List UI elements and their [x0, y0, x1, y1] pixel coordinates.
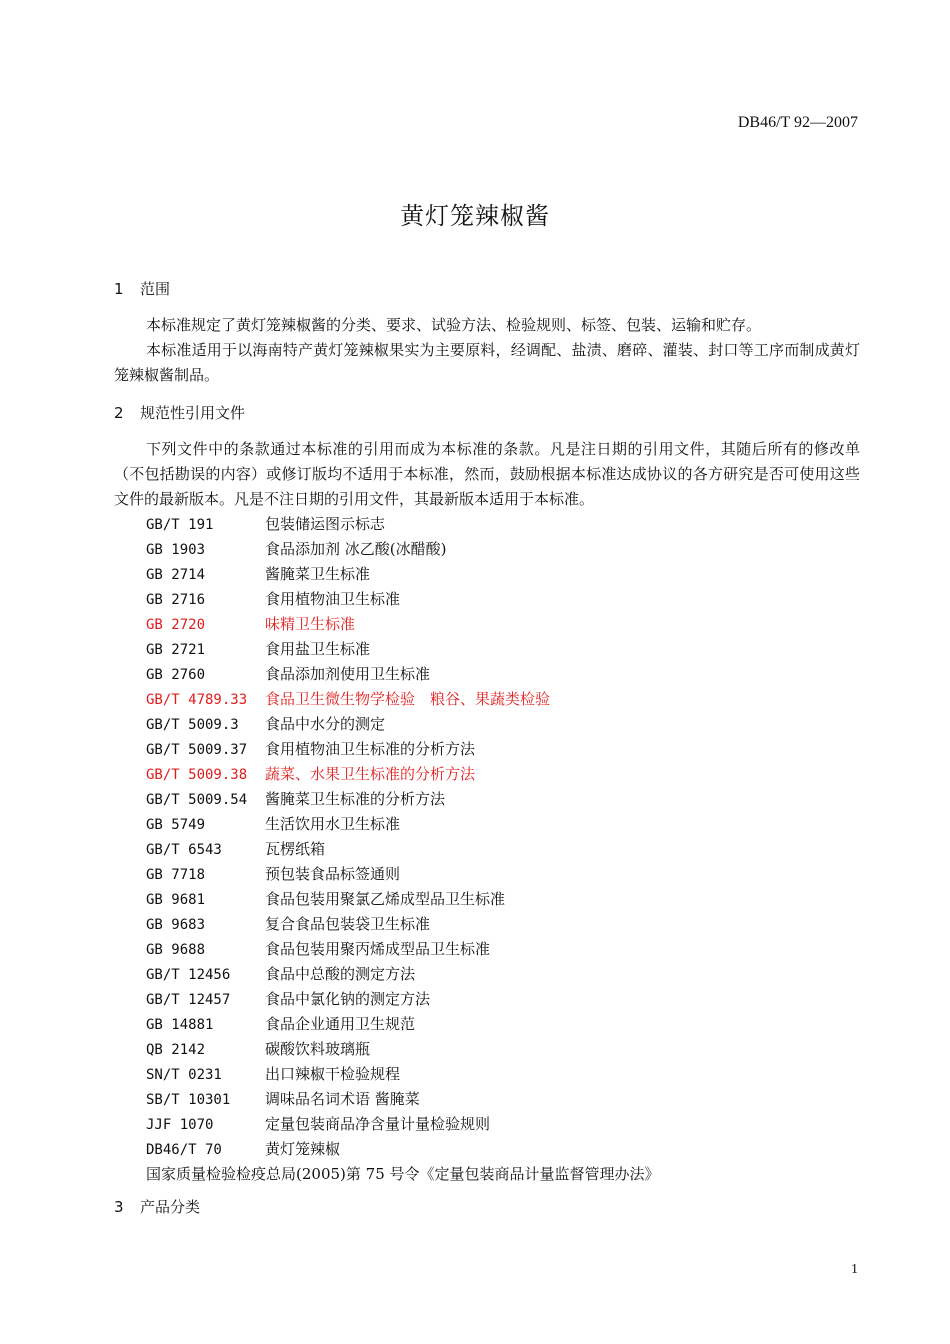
reference-code: GB 9681 [146, 892, 206, 908]
section-title: 范围 [140, 280, 171, 298]
section-heading-normative [114, 402, 245, 423]
reference-row [146, 812, 660, 837]
reference-extra: 国家质量检验检疫总局(2005)第 75 号令《定量包装商品计量监督管理办法》 [146, 1165, 660, 1183]
reference-code: GB/T 5009.38 [146, 767, 248, 783]
reference-title: 食品企业通用卫生规范 [265, 1015, 416, 1033]
reference-row [146, 887, 660, 912]
reference-row [146, 912, 660, 937]
reference-code: GB/T 4789.33 [146, 692, 248, 708]
reference-code: GB 2714 [146, 567, 206, 583]
reference-row [146, 1037, 660, 1062]
reference-code: GB/T 5009.37 [146, 742, 248, 758]
reference-row [146, 687, 660, 712]
scope-paragraph-2: 本标准适用于以海南特产黄灯笼辣椒果实为主要原料，经调配、盐渍、磨碎、灌装、封口等工序而制成黄灯笼辣椒酱制品。 [114, 341, 860, 384]
reference-code: GB/T 12457 [146, 992, 231, 1008]
reference-title: 复合食品包装袋卫生标准 [265, 915, 431, 933]
reference-row [146, 662, 660, 687]
reference-row [146, 937, 660, 962]
reference-title: 包装储运图示标志 [265, 515, 386, 533]
reference-title: 食用植物油卫生标准 [265, 590, 401, 608]
reference-title: 瓦楞纸箱 [265, 840, 326, 858]
reference-title: 预包装食品标签通则 [265, 865, 401, 883]
reference-row [146, 512, 660, 537]
reference-title: 食品添加剂 冰乙酸(冰醋酸) [265, 540, 447, 558]
reference-row [146, 787, 660, 812]
reference-title: 黄灯笼辣椒 [265, 1140, 341, 1158]
scope-paragraph-1: 本标准规定了黄灯笼辣椒酱的分类、要求、试验方法、检验规则、标签、包装、运输和贮存。 [146, 316, 762, 334]
reference-code: GB 9688 [146, 942, 206, 958]
reference-row [146, 987, 660, 1012]
reference-title: 酱腌菜卫生标准 [265, 565, 371, 583]
reference-code: GB 2720 [146, 617, 206, 633]
reference-row [146, 1112, 660, 1137]
reference-title: 酱腌菜卫生标准的分析方法 [265, 790, 446, 808]
reference-code: QB 2142 [146, 1042, 206, 1058]
section-title: 规范性引用文件 [140, 404, 246, 422]
reference-code: GB/T 5009.54 [146, 792, 248, 808]
reference-row [146, 1137, 660, 1162]
reference-title: 生活饮用水卫生标准 [265, 815, 401, 833]
reference-row [146, 737, 660, 762]
reference-row [146, 587, 660, 612]
reference-title: 碳酸饮料玻璃瓶 [265, 1040, 371, 1058]
reference-row [146, 1012, 660, 1037]
reference-row [146, 562, 660, 587]
reference-row [146, 537, 660, 562]
reference-code: JJF 1070 [146, 1117, 214, 1133]
reference-title: 食用盐卫生标准 [265, 640, 371, 658]
page-number: 1 [851, 1262, 858, 1277]
reference-code: GB 2716 [146, 592, 206, 608]
section-number: 2 [114, 404, 124, 422]
reference-code: GB 9683 [146, 917, 206, 933]
reference-code: GB/T 12456 [146, 967, 231, 983]
reference-row [146, 712, 660, 737]
reference-title: 味精卫生标准 [265, 615, 356, 633]
reference-row [146, 962, 660, 987]
reference-title: 食用植物油卫生标准的分析方法 [265, 740, 476, 758]
reference-code: GB 2721 [146, 642, 206, 658]
reference-title: 出口辣椒干检验规程 [265, 1065, 401, 1083]
reference-list [146, 512, 660, 1187]
reference-code: GB 5749 [146, 817, 206, 833]
section-title: 产品分类 [140, 1198, 201, 1216]
reference-title: 调味品名词术语 酱腌菜 [265, 1090, 420, 1108]
reference-row [146, 637, 660, 662]
reference-row [146, 612, 660, 637]
reference-title: 蔬菜、水果卫生标准的分析方法 [265, 765, 476, 783]
reference-row [146, 762, 660, 787]
reference-row [146, 1087, 660, 1112]
reference-title: 食品卫生微生物学检验 粮谷、果蔬类检验 [265, 690, 551, 708]
reference-code: GB 1903 [146, 542, 206, 558]
standard-code: DB46/T 92—2007 [737, 114, 858, 131]
reference-code: GB 14881 [146, 1017, 214, 1033]
reference-title: 食品中氯化钠的测定方法 [265, 990, 431, 1008]
reference-title: 食品中总酸的测定方法 [265, 965, 416, 983]
section-heading-scope [114, 278, 170, 299]
reference-code: GB/T 191 [146, 517, 214, 533]
reference-title: 食品包装用聚丙烯成型品卫生标准 [265, 940, 491, 958]
document-title: 黄灯笼辣椒酱 [400, 202, 550, 230]
normative-intro: 下列文件中的条款通过本标准的引用而成为本标准的条款。凡是注日期的引用文件，其随后所有的修改单（不包括勘误的内容）或修订版均不适用于本标准，然而，鼓励根据本标准达成协议的各方研究是否可使用这些文件的最新版本。凡是不注日期的引用文件，其最新版本适用于本标准。 [114, 440, 860, 508]
reference-code: SN/T 0231 [146, 1067, 222, 1083]
reference-row [146, 1062, 660, 1087]
reference-code: GB 7718 [146, 867, 206, 883]
reference-row [146, 862, 660, 887]
reference-code: GB 2760 [146, 667, 206, 683]
section-number: 3 [114, 1198, 124, 1216]
section-number: 1 [114, 280, 124, 298]
reference-code: GB/T 5009.3 [146, 717, 239, 733]
reference-code: DB46/T 70 [146, 1142, 222, 1158]
reference-row [146, 837, 660, 862]
reference-code: SB/T 10301 [146, 1092, 231, 1108]
reference-title: 食品包装用聚氯乙烯成型品卫生标准 [265, 890, 506, 908]
reference-title: 食品添加剂使用卫生标准 [265, 665, 431, 683]
section-heading-classification [114, 1196, 200, 1217]
reference-title: 食品中水分的测定 [265, 715, 386, 733]
reference-title: 定量包装商品净含量计量检验规则 [265, 1115, 491, 1133]
reference-code: GB/T 6543 [146, 842, 222, 858]
